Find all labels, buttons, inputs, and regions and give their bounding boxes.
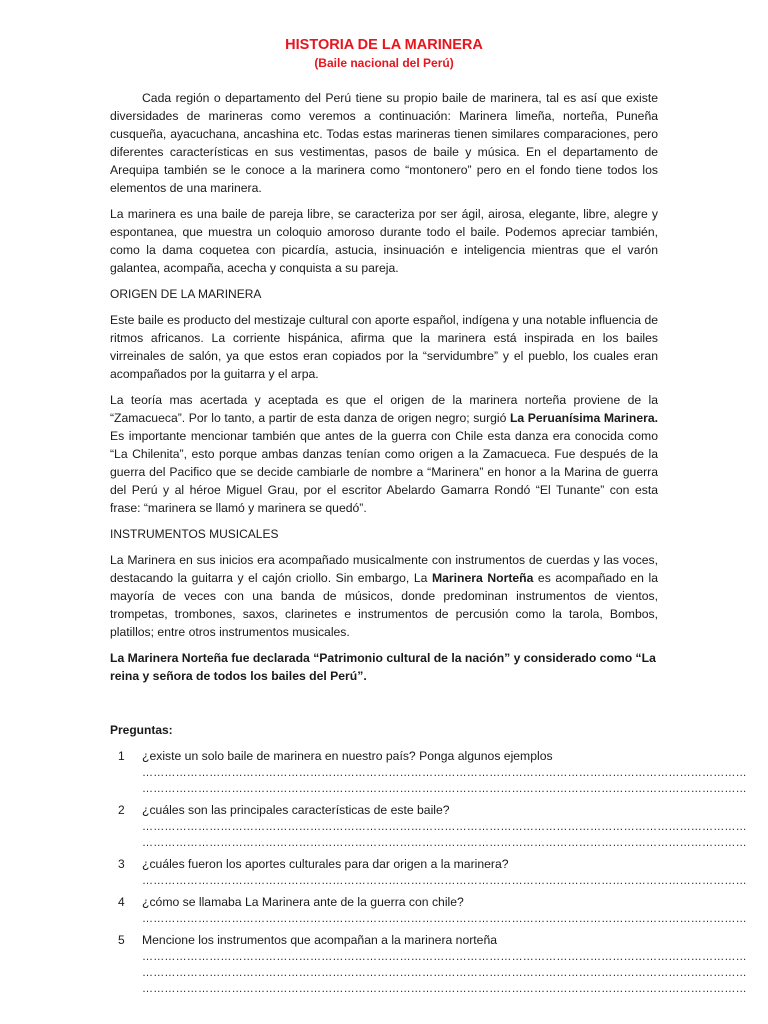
question-number: 5 [118,933,125,947]
question-text: ¿cómo se llamaba La Marinera ante de la guerra con chile? [142,895,464,909]
answer-line[interactable]: ……………………………………………………………………………………………………………………………………………… [142,983,747,995]
paragraph-description: La marinera es una baile de pareja libre, se caracteriza por ser ágil, airosa, elegante, libre, alegre y espontanea, que muestra un coloquio amoroso durante todo el baile. Podemos apreciar también, como la dama coquetea con picardía, astucia, insinuación e inteligencia mientras que el varón galantea, acompaña, acecha y conquista a su pareja. [110,207,658,275]
question-text: Mencione los instrumentos que acompañan a la marinera norteña [142,933,497,947]
question-text: ¿cuáles fueron los aportes culturales para dar origen a la marinera? [142,857,509,871]
questions-title: Preguntas: [110,723,173,737]
answer-line[interactable]: ……………………………………………………………………………………………………………………………………………… [142,837,747,849]
paragraph-instrumentos-part1: La Marinera en sus inicios era acompañado musicalmente con instrumentos de cuerdas y las voces, destacando la guitarra y el cajón criollo. Sin embargo, La [110,553,658,585]
paragraph-instrumentos-part2: es acompañado en la mayoría de veces con una banda de músicos, donde predominan instrumentos de vientos, trompetas, trombones, saxos, clarinetes e instrumentos de percusión como la tarola, Bombos, platillos; entre otros instrumentos musicales. [110,571,658,639]
question-number: 4 [118,895,125,909]
paragraph-teoria [110,391,658,517]
paragraph-patrimonio: La Marinera Norteña fue declarada “Patrimonio cultural de la nación” y considerado como “La reina y señora de todos los bailes del Perú”. [110,651,656,683]
paragraph-teoria-bold: La Peruanísima Marinera. [509,411,659,425]
question-text: ¿cuáles son las principales características de este baile? [142,803,450,817]
question-item [110,855,747,889]
question-text: ¿existe un solo baile de marinera en nuestro país? Ponga algunos ejemplos [142,749,553,763]
question-number: 2 [118,803,125,817]
answer-line[interactable]: ……………………………………………………………………………………………………………………………………………… [142,913,747,925]
question-item [110,801,747,851]
section-heading-instrumentos: INSTRUMENTOS MUSICALES [110,527,279,541]
paragraph-instrumentos [110,551,658,641]
document-page [110,36,747,1001]
answer-line[interactable]: ……………………………………………………………………………………………………………………………………………… [142,875,747,887]
section-heading-origen: ORIGEN DE LA MARINERA [110,287,262,301]
paragraph-instrumentos-bold: Marinera Norteña [431,571,534,585]
paragraph-intro: Cada región o departamento del Perú tiene su propio baile de marinera, tal es así que existe diversidades de marineras como veremos a continuación: Marinera limeña, norteña, Puneña cusqueña, ayacuchana, ancashina etc. Todas estas marineras tienen similares comparaciones, pero diferentes características en sus vestimentas, pasos de baile y música. En el departamento de Arequipa también se le conoce a la marinera como “montonero” pero en el fondo tiene todos los elementos de una marinera. [110,91,658,195]
answer-line[interactable]: ……………………………………………………………………………………………………………………………………………… [142,783,747,795]
question-number: 3 [118,857,125,871]
paragraph-origen: Este baile es producto del mestizaje cultural con aporte español, indígena y una notable influencia de ritmos africanos. La corriente hispánica, afirma que la marinera está inspirada en los bailes virreinales de salón, ya que estos eran copiados por la “servidumbre” y el pueblo, los cuales eran acompañados por la guitarra y el arpa. [110,313,658,381]
answer-line[interactable]: ……………………………………………………………………………………………………………………………………………… [142,951,747,963]
question-item [110,931,747,997]
document-title: HISTORIA DE LA MARINERA [285,37,483,53]
answer-line[interactable]: ……………………………………………………………………………………………………………………………………………… [142,967,747,979]
document-subtitle: (Baile nacional del Perú) [314,56,454,70]
question-item [110,747,747,797]
answer-line[interactable]: ……………………………………………………………………………………………………………………………………………… [142,767,747,779]
paragraph-teoria-part2: Es importante mencionar también que antes de la guerra con Chile esta danza era conocida como “La Chilenita”, esto porque ambas danzas tenían como origen a la Zamacueca. Fue después de la guerra del Pacifico que se decide cambiarle de nombre a “Marinera” en honor a la Marina de guerra del Perú y al héroe Miguel Grau, por el escritor Abelardo Gamarra Rondó “El Tunante” con esta frase: “marinera se llamó y marinera se quedó”. [110,429,658,515]
answer-line[interactable]: ……………………………………………………………………………………………………………………………………………… [142,821,747,833]
question-item [110,893,747,927]
question-number: 1 [118,749,125,763]
paragraph-teoria-part1: La teoría mas acertada y aceptada es que el origen de la marinera norteña proviene de la “Zamacueca”. Por lo tanto, a partir de esta danza de origen negro; surgió [110,393,658,425]
